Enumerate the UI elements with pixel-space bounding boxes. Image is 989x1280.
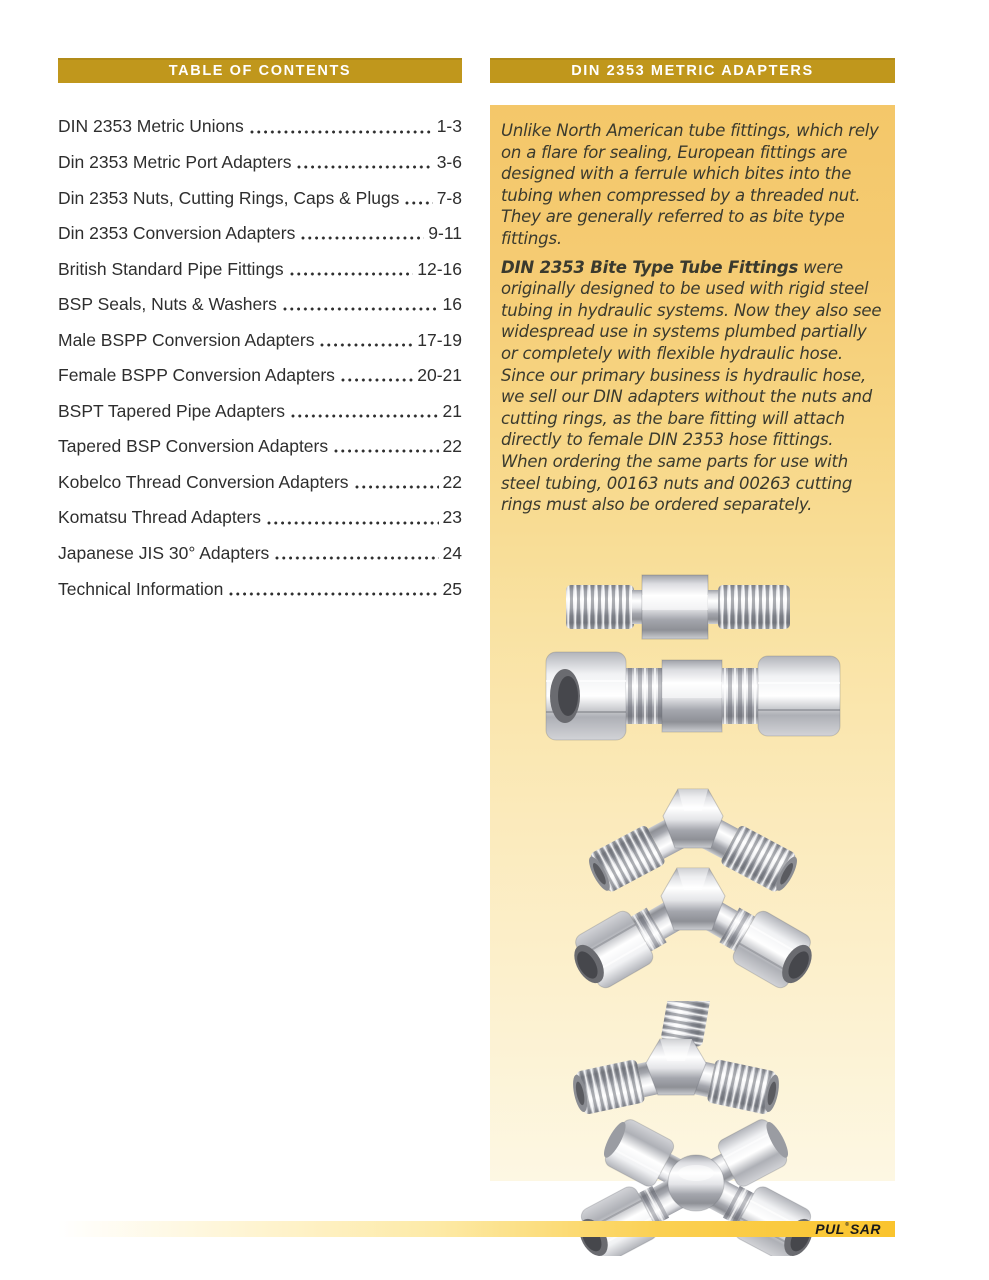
toc-leader-dots [228,592,438,596]
body-paragraph-rest: were originally designed to be used with rigid steel tubing in hydraulic systems. Now they also see widespread use in systems plumbed partially or completely with flexible hydraulic hose. Since our primary business is hydraulic hose, we sell our DIN adapters without the nuts and cutting rings, as the bare fitting will attach directly to female DIN 2353 hose fittings. When ordering the same parts for use with steel tubing, 00163 nuts and 00263 cutting rings must also be ordered separately. [501,257,882,515]
toc-page-number: 25 [442,578,462,599]
toc-row [58,528,462,564]
toc-entry-label: Male BSPP Conversion Adapters [58,329,315,350]
toc-entry-label: Female BSPP Conversion Adapters [58,365,335,386]
toc-leader-dots [333,449,438,453]
toc-row [58,172,462,208]
toc-row [58,456,462,492]
toc-page-number: 21 [442,400,462,421]
footer-bar [58,1221,895,1237]
toc-leader-dots [266,521,439,525]
toc-row [58,492,462,528]
toc-row [58,314,462,350]
toc-entry-label: BSP Seals, Nuts & Washers [58,294,277,315]
intro-paragraph: Unlike North American tube fittings, which rely on a flare for sealing, European fittings are designed with a ferrule which bites into the tubing when compressed by a threaded nut. They are generally referred to as bite type fittings. [501,121,879,248]
toc-row [58,137,462,173]
toc-row [58,421,462,457]
toc-leader-dots [282,307,439,311]
toc-row [58,279,462,315]
toc-entry-label: Din 2353 Conversion Adapters [58,223,296,244]
toc-row [58,208,462,244]
toc-page-number: 7-8 [436,187,462,208]
info-panel [490,105,895,1181]
toc-entry-label: Komatsu Thread Adapters [58,507,261,528]
toc-leader-dots [354,485,439,489]
pulsar-logo-right: SAR [849,1221,881,1237]
toc-entry-label: British Standard Pipe Fittings [58,258,284,279]
toc-leader-dots [249,130,433,134]
toc-list [58,101,462,599]
toc-leader-dots [404,201,432,205]
toc-entry-label: Japanese JIS 30° Adapters [58,542,270,563]
toc-row [58,243,462,279]
toc-row [58,563,462,599]
toc-row [58,101,462,137]
toc-page-number: 16 [442,294,462,315]
registered-mark: ® [845,1222,850,1228]
toc-leader-dots [274,556,438,560]
toc-entry-label: Kobelco Thread Conversion Adapters [58,471,349,492]
pulsar-logo-left: PUL [815,1221,845,1237]
toc-leader-dots [290,414,439,418]
toc-page-number: 22 [442,471,462,492]
toc-leader-dots [289,272,414,276]
toc-entry-label: Din 2353 Nuts, Cutting Rings, Caps & Plugs [58,187,400,208]
toc-entry-label: Technical Information [58,578,224,599]
toc-leader-dots [319,343,413,347]
toc-page-number: 9-11 [428,223,462,244]
toc-entry-label: Tapered BSP Conversion Adapters [58,436,329,457]
toc-entry-label: Din 2353 Metric Port Adapters [58,151,292,172]
body-paragraph-lead: DIN 2353 Bite Type Tube Fittings [501,257,799,277]
body-paragraph [501,257,884,516]
toc-page-number: 3-6 [436,151,462,172]
toc-page-number: 23 [442,507,462,528]
toc-page-number: 24 [442,542,462,563]
toc-row [58,350,462,386]
toc-entry-label: DIN 2353 Metric Unions [58,116,244,137]
tee-fittings-photo [501,1001,891,1256]
elbow-fittings-photo [508,764,878,989]
toc-leader-dots [296,165,432,169]
pulsar-logo [815,1222,881,1236]
union-with-nuts-illustration [546,652,840,740]
toc-page-number: 12-16 [417,258,462,279]
toc-entry-label: BSPT Tapered Pipe Adapters [58,400,286,421]
straight-fittings-photo [528,554,858,754]
toc-leader-dots [340,378,413,382]
male-male-adapter-illustration [566,575,790,639]
toc-page-number: 22 [442,436,462,457]
male-tee-illustration [570,1001,783,1116]
toc-header-banner: TABLE OF CONTENTS [58,58,462,83]
toc-page-number: 17-19 [417,329,462,350]
toc-row [58,385,462,421]
section-header-banner: DIN 2353 METRIC ADAPTERS [490,58,895,83]
toc-page-number: 20-21 [417,365,462,386]
toc-page-number: 1-3 [436,116,462,137]
toc-leader-dots [300,236,424,240]
